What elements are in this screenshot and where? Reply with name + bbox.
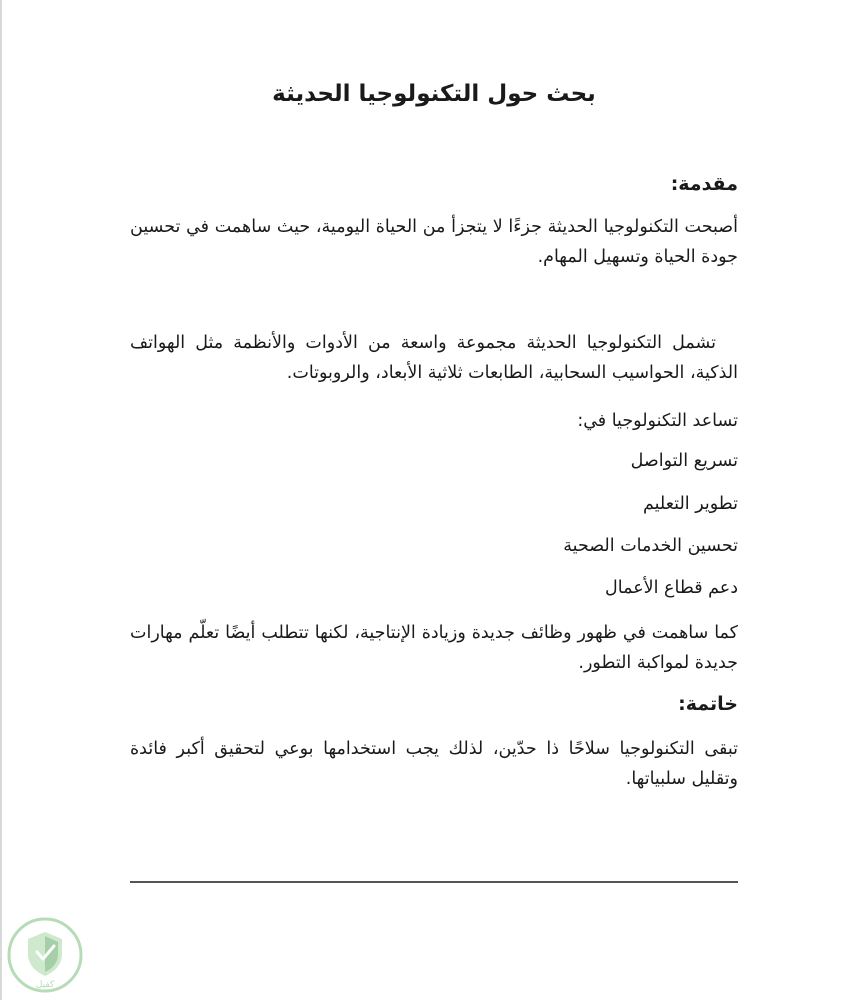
intro-paragraph: أصبحت التكنولوجيا الحديثة جزءًا لا يتجزأ من الحياة اليومية، حيث ساهمت في تحسين جودة الحياة وتسهيل المهام. [130,217,738,267]
body-paragraph: تشمل التكنولوجيا الحديثة مجموعة واسعة من الأدوات والأنظمة مثل الهواتف الذكية، الحواسيب السحابية، الطابعات ثلاثية الأبعاد، والروبوتات. [130,333,738,383]
benefit-item: دعم قطاع الأعمال [605,578,738,598]
conclusion-paragraph: تبقى التكنولوجيا سلاحًا ذا حدّين، لذلك يجب استخدامها بوعي لتحقيق أكبر فائدة وتقليل سلبياتها. [130,739,738,789]
shield-icon [6,916,84,994]
document-title: بحث حول التكنولوجيا الحديثة [272,81,596,107]
benefit-item: تطوير التعليم [643,494,738,514]
watermark-label: كفيل [35,980,55,990]
benefit-item: تحسين الخدمات الصحية [563,536,738,556]
watermark-logo [6,916,84,994]
impact-paragraph: كما ساهمت في ظهور وظائف جديدة وزيادة الإنتاجية، لكنها تتطلب أيضًا تعلّم مهارات جديدة لمواكبة التطور. [130,623,738,673]
benefit-item: تسريع التواصل [630,451,738,471]
conclusion-heading: خاتمة: [678,693,738,715]
intro-heading: مقدمة: [670,173,738,195]
benefits-intro: تساعد التكنولوجيا في: [577,411,738,431]
footer-divider [130,881,738,883]
page-left-border [0,0,2,1000]
